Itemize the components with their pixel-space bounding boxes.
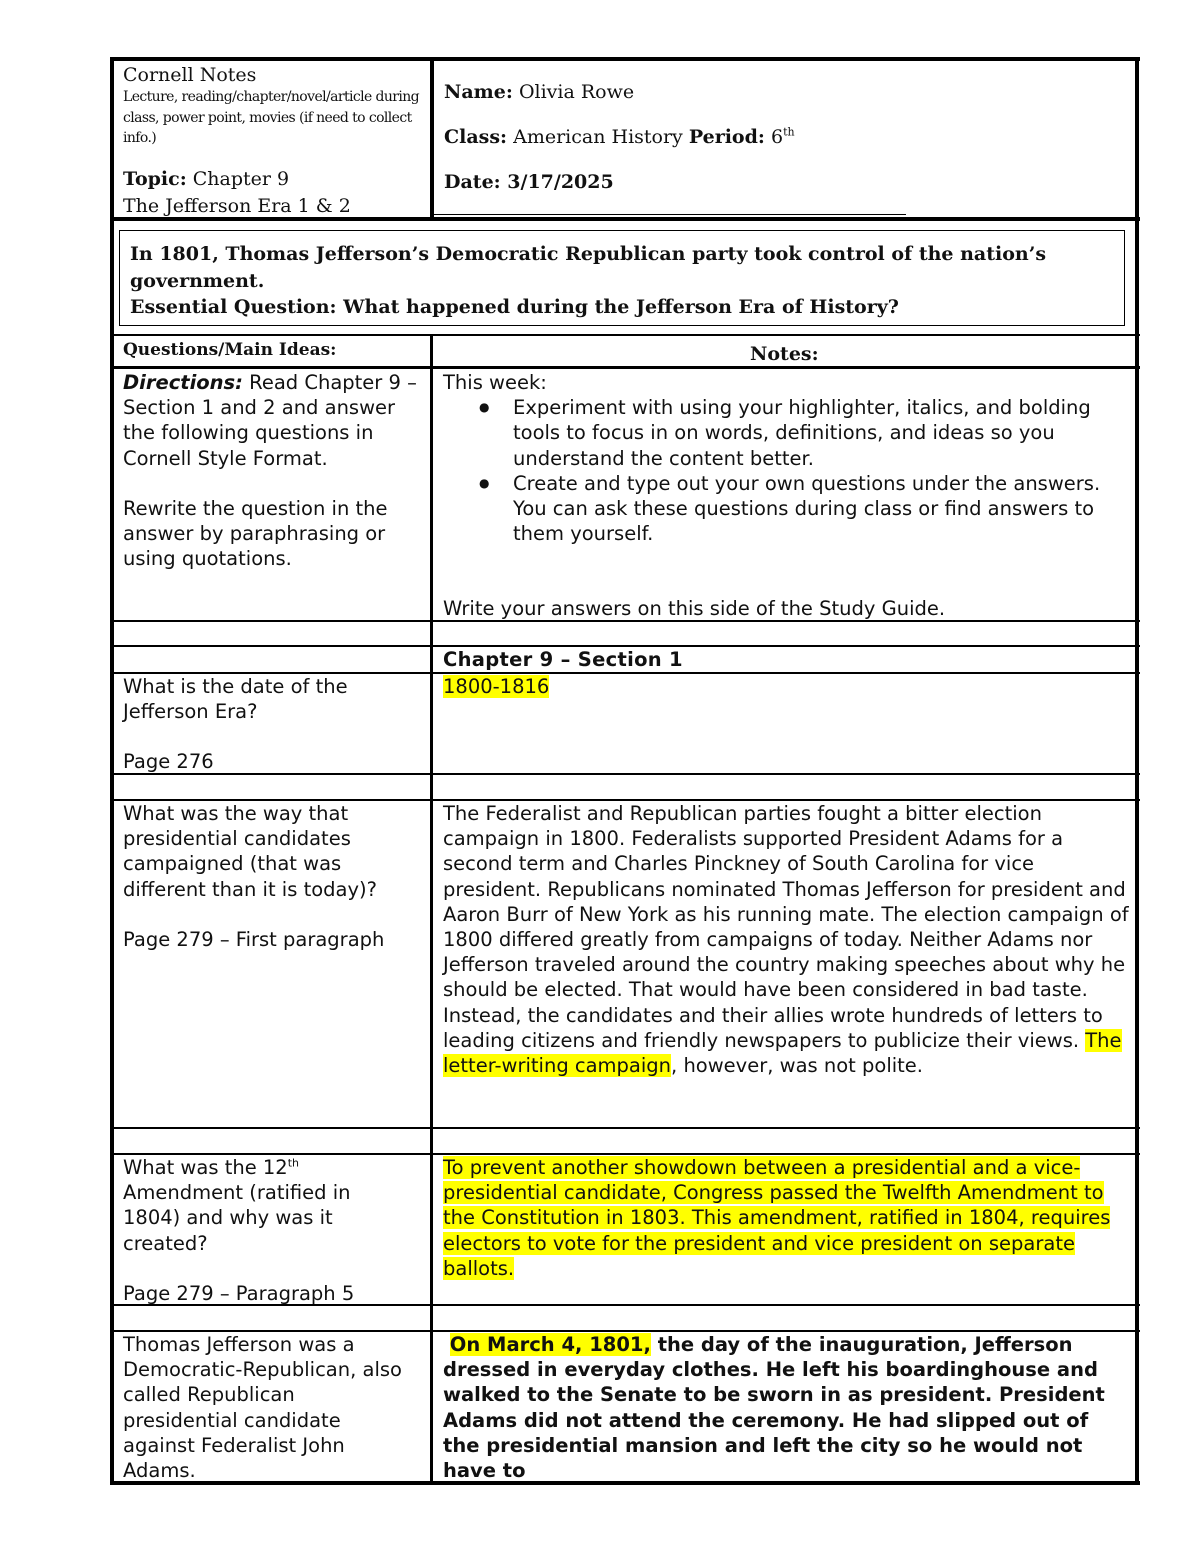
name-value: Olivia Rowe [518, 81, 635, 103]
directions-label: Directions: [123, 371, 243, 394]
section-heading: Chapter 9 – Section 1 [443, 648, 683, 671]
answer-3 [443, 1155, 1131, 1281]
directions-text: Directions: Read Chapter 9 – Section 1 and 2 and answer the following questions in Cornell Style Format. [123, 371, 417, 470]
directions-rewrite: Rewrite the question in the answer by paraphrasing or using quotations. [123, 496, 388, 571]
answer-1 [443, 674, 1131, 699]
instructions-list [443, 395, 1131, 546]
instructions-cell [443, 370, 1131, 622]
answer-highlight: The letter-writing campaign [443, 1028, 1122, 1078]
directions-cell [123, 370, 425, 571]
page-reference: Page 279 – First paragraph [123, 927, 385, 951]
page-title: Cornell Notes [123, 64, 257, 86]
column-header-notes: Notes: [750, 343, 819, 365]
period-sup: th [783, 125, 795, 139]
answer-text: the day of the inauguration, Jefferson dressed in everyday clothes. He left his boardinghouse and walked to the Senate to be sworn in as president. President Adams did not attend the ceremony. He had slipped out of the presidential mansion and left the city so he would not have to [443, 1333, 1105, 1481]
question-3 [123, 1155, 413, 1306]
date-label: Date: 3/17/2025 [444, 171, 614, 193]
question-text: Thomas Jefferson was a Democratic-Republican, also called Republican presidential candidate against Federalist John Adams. [123, 1333, 402, 1483]
this-week-label: This week: [443, 371, 547, 394]
question-text: What was the way that presidential candidates campaigned (that was different than it is today)? [123, 802, 377, 901]
answer-text-end: , however, was not polite. [671, 1054, 924, 1078]
instruction-item: ● Experiment with using your highlighter, italics, and bolding tools to focus in on words, definitions, and ideas so you understand the content better. [513, 395, 1131, 471]
essential-question: Essential Question: What happened during the Jefferson Era of History? [130, 296, 899, 318]
question-text: What was the 12th Amendment (ratified in 1804) and why was it created? [123, 1156, 351, 1255]
answer-highlight: On March 4, 1801, [449, 1333, 651, 1356]
essential-question-box [119, 230, 1125, 326]
class-line [444, 124, 1124, 150]
answer-text: The Federalist and Republican parties fought a bitter election campaign in 1800. Federalists supported President Adams for a second term and Charles Pinckney of South Carolina for vice president. Republicans nominated Thomas Jefferson for president and Aaron Burr of New York as his running mate. The election campaign of 1800 differed greatly from campaigns of today. Neither Adams nor Jefferson traveled around the country making speeches about why he should be elected. That would have been considered in bad taste. Instead, the candidates and their allies wrote hundreds of letters to leading citizens and friendly newspapers to publicize their views. [443, 802, 1129, 1052]
answers-instruction: Write your answers on this side of the Study Guide. [443, 597, 946, 621]
intro-line-1: In 1801, Thomas Jefferson’s Democratic Republican party took control of the nation’s government. [130, 243, 1047, 292]
instruction-item: ● Create and type out your own questions under the answers. You can ask these questions during class or find answers to them yourself. [513, 471, 1131, 547]
question-2 [123, 801, 425, 952]
topic-line [123, 166, 428, 193]
answer-lead-space [443, 1333, 450, 1356]
header-right [444, 79, 1124, 195]
date-line [444, 169, 1124, 195]
name-line [444, 79, 1124, 105]
name-label: Name: [444, 81, 513, 103]
topic-line-2: The Jefferson Era 1 & 2 [123, 194, 351, 217]
question-4 [123, 1332, 413, 1483]
topic-label: Topic: [123, 167, 187, 190]
header-subtitle: Lecture, reading/chapter/novel/article during class, power point, movies (if need to collect info.) [123, 89, 420, 146]
period-label: Period: [688, 126, 765, 148]
answer-text: To prevent another showdown between a presidential and a vice-presidential candidate, Congress passed the Twelfth Amendment to the Constitution in 1803. This amendment, ratified in 1804, requires electors to vote for the president and vice president on separate ballots. [443, 1156, 1111, 1280]
answer-4 [443, 1332, 1131, 1481]
page-reference: Page 276 [123, 750, 214, 774]
topic-value: Chapter 9 [192, 167, 290, 190]
header-left [123, 63, 428, 219]
answer-2 [443, 801, 1131, 1078]
class-value: American History [513, 126, 683, 148]
column-header-questions: Questions/Main Ideas: [123, 340, 337, 360]
class-label: Class: [444, 126, 508, 148]
question-1 [123, 674, 423, 775]
answer-text: 1800-1816 [443, 675, 550, 698]
page-reference: Page 279 – Paragraph 5 [123, 1281, 355, 1305]
period-value: 6 [770, 126, 784, 148]
question-text: What is the date of the Jefferson Era? [123, 675, 348, 724]
